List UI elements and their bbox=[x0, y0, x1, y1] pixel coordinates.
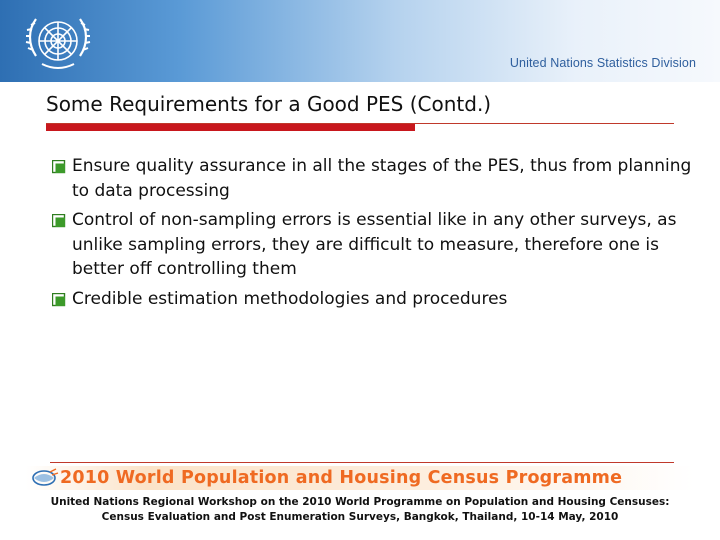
workshop-line-2: Census Evaluation and Post Enumeration Surveys, Bangkok, Thailand, 10-14 May, 2010 bbox=[101, 511, 619, 523]
list-item bbox=[52, 287, 692, 312]
un-emblem-icon bbox=[22, 10, 94, 74]
workshop-footer bbox=[0, 495, 720, 525]
census-programme-logo-icon bbox=[30, 468, 60, 488]
title-accent-bar bbox=[46, 124, 415, 131]
division-name: United Nations Statistics Division bbox=[509, 56, 696, 70]
slide-title: Some Requirements for a Good PES (Contd.) bbox=[46, 92, 492, 116]
checkbox-bullet-icon bbox=[52, 214, 66, 228]
list-item bbox=[52, 208, 692, 282]
programme-banner bbox=[26, 466, 694, 490]
bullet-text: Control of non-sampling errors is essential like in any other surveys, as unlike sampling errors, they are difficult to measure, therefore one is better off controlling them bbox=[72, 210, 677, 279]
bullet-text: Credible estimation methodologies and procedures bbox=[72, 288, 508, 309]
workshop-line-1: United Nations Regional Workshop on the 2010 World Programme on Population and Housing Censuses: bbox=[50, 496, 670, 508]
checkbox-bullet-icon bbox=[52, 293, 66, 307]
list-item bbox=[52, 154, 692, 203]
footer-divider bbox=[50, 462, 674, 463]
bullet-text: Ensure quality assurance in all the stages of the PES, thus from planning to data processing bbox=[72, 156, 692, 201]
bullet-list bbox=[52, 154, 692, 316]
programme-title: 2010 World Population and Housing Census Programme bbox=[60, 468, 623, 488]
header-band bbox=[0, 0, 720, 82]
checkbox-bullet-icon bbox=[52, 160, 66, 174]
